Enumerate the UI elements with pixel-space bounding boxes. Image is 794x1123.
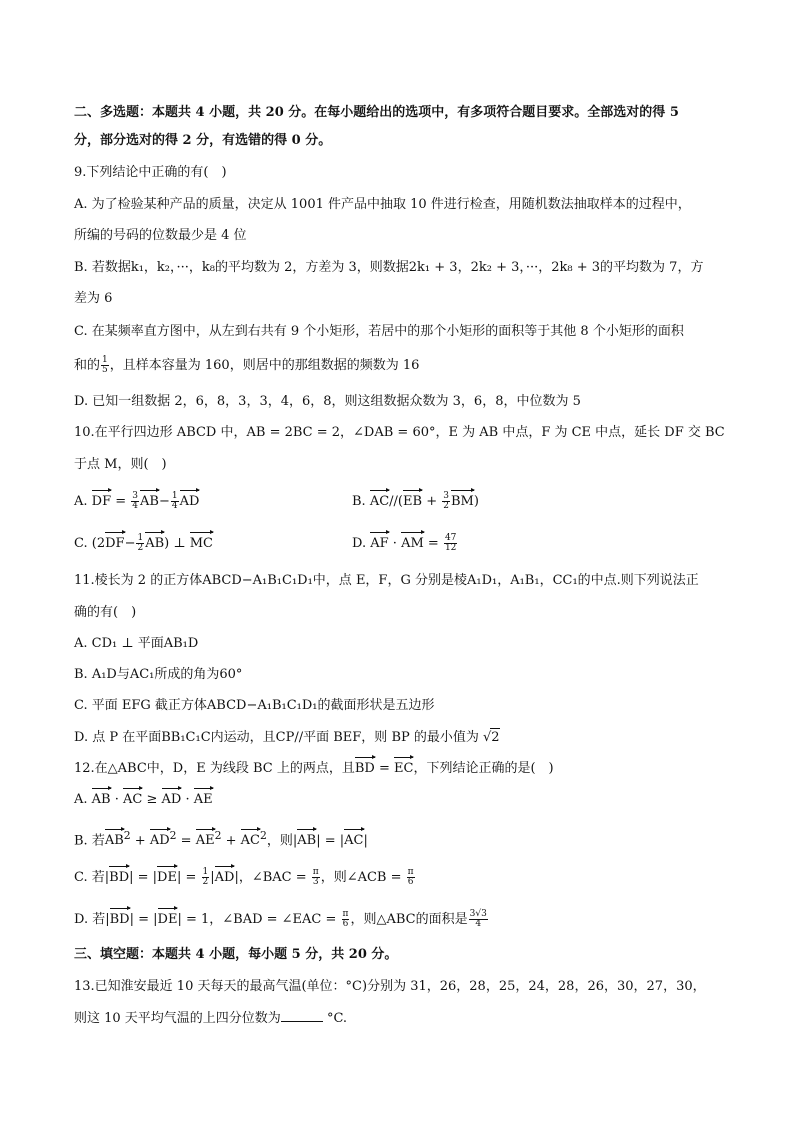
q12-option-a: A. AB · AC ≥ AD · AE [74, 792, 213, 807]
q10-option-c: C. (2DF− $\frac{1}{2}$ AB) ⊥ MC [74, 533, 213, 553]
q11-option-d: D. 点 P 在平面BB₁C₁C内运动，且CP//平面 BEF，则 BP 的最小值为 √2 [74, 730, 500, 745]
section3-header: 三、填空题：本题共 4 小题，每小题 5 分，共 20 分。 [74, 947, 398, 962]
q9-option-a: A. 为了检验某种产品的质量，决定从 1001 件产品中抽取 10 件进行检查，用随机数法抽取样本的过程中， [74, 197, 691, 212]
q9-option-a-cont: 所编的号码的位数最少是 4 位 [74, 228, 247, 243]
q10-stem-cont: 于点 M，则( ) [74, 457, 167, 472]
q13-stem: 13.已知淮安最近 10 天每天的最高气温(单位：°C)分别为 31，26，28，25，24，28，26，30，27，30， [74, 979, 706, 994]
section2-header-cont: 分，部分选对的得 2 分，有选错的得 0 分。 [74, 133, 332, 148]
q12-option-c: C. 若|BD| = |DE| = $\frac{1}{2}$ |AD|，∠BAC = $\frac{\pi}{3}$ ，则∠ACB = $\frac{\pi}{6}$ [74, 867, 414, 887]
q10-stem: 10.在平行四边形 ABCD 中，AB = 2BC = 2，∠DAB = 60°，E 为 AB 中点，F 为 CE 中点，延长 DF 交 BC [74, 425, 725, 440]
q12-option-d: D. 若|BD| = |DE| = 1，∠BAD = ∠EAC = $\frac{\pi}{6}$ ，则△ABC的面积是 $\frac{3√3}{4}$ [74, 909, 487, 929]
q9-stem: 9.下列结论中正确的有( ) [74, 165, 227, 180]
q11-stem-cont: 确的有( ) [74, 605, 137, 620]
q12-stem: 12.在△ABC中，D，E 为线段 BC 上的两点，且BD = EC，下列结论正确的是( ) [74, 761, 554, 776]
q9-option-b-cont: 差为 6 [74, 291, 113, 306]
q9-option-c-cont: 和的 $\frac{1}{5}$ ，且样本容量为 160，则居中的那组数据的频数为 16 [74, 355, 420, 375]
q11-option-a: A. CD₁ ⊥ 平面AB₁D [74, 636, 199, 651]
q12-option-b: B. 若$AB^2 + AD^2 = AE^2 + AC^2$，则|AB| = |AC| [74, 829, 368, 849]
q10-option-a: A. DF = $\frac{3}{4}$ AB− $\frac{1}{4}$ AD [74, 491, 200, 511]
fraction-one-fifth: $\frac{1}{5}$ [102, 355, 108, 375]
q11-option-c: C. 平面 EFG 截正方体ABCD−A₁B₁C₁D₁的截面形状是五边形 [74, 698, 435, 713]
q10-option-b: B. AC//(EB + $\frac{3}{2}$ BM) [352, 491, 479, 511]
q11-option-b: B. A₁D与AC₁所成的角为60° [74, 667, 243, 682]
q9-option-b: B. 若数据k₁，k₂，···，k₈的平均数为 2，方差为 3，则数据2k₁ + 3，2k₂ + 3，···，2k₈ + 3的平均数为 7，方 [74, 260, 704, 275]
q9-option-c: C. 在某频率直方图中，从左到右共有 9 个小矩形，若居中的那个小矩形的面积等于其他 8 个小矩形的面积 [74, 324, 684, 339]
q11-stem: 11.棱长为 2 的正方体ABCD−A₁B₁C₁D₁中，点 E，F，G 分别是棱A₁D₁，A₁B₁，CC₁的中点.则下列说法正 [74, 573, 699, 588]
q10-option-d: D. AF · AM = $\frac{47}{12}$ [352, 533, 457, 553]
q9-option-d: D. 已知一组数据 2，6，8，3，3，4，6，8，则这组数据众数为 3，6，8，中位数为 5 [74, 394, 581, 409]
answer-blank[interactable] [281, 1021, 323, 1022]
q13-stem-cont: 则这 10 天平均气温的上四分位数为 °C. [74, 1011, 348, 1026]
section2-header: 二、多选题：本题共 4 小题，共 20 分。在每小题给出的选项中，有多项符合题目要求。全部选对的得 5 [74, 105, 679, 120]
